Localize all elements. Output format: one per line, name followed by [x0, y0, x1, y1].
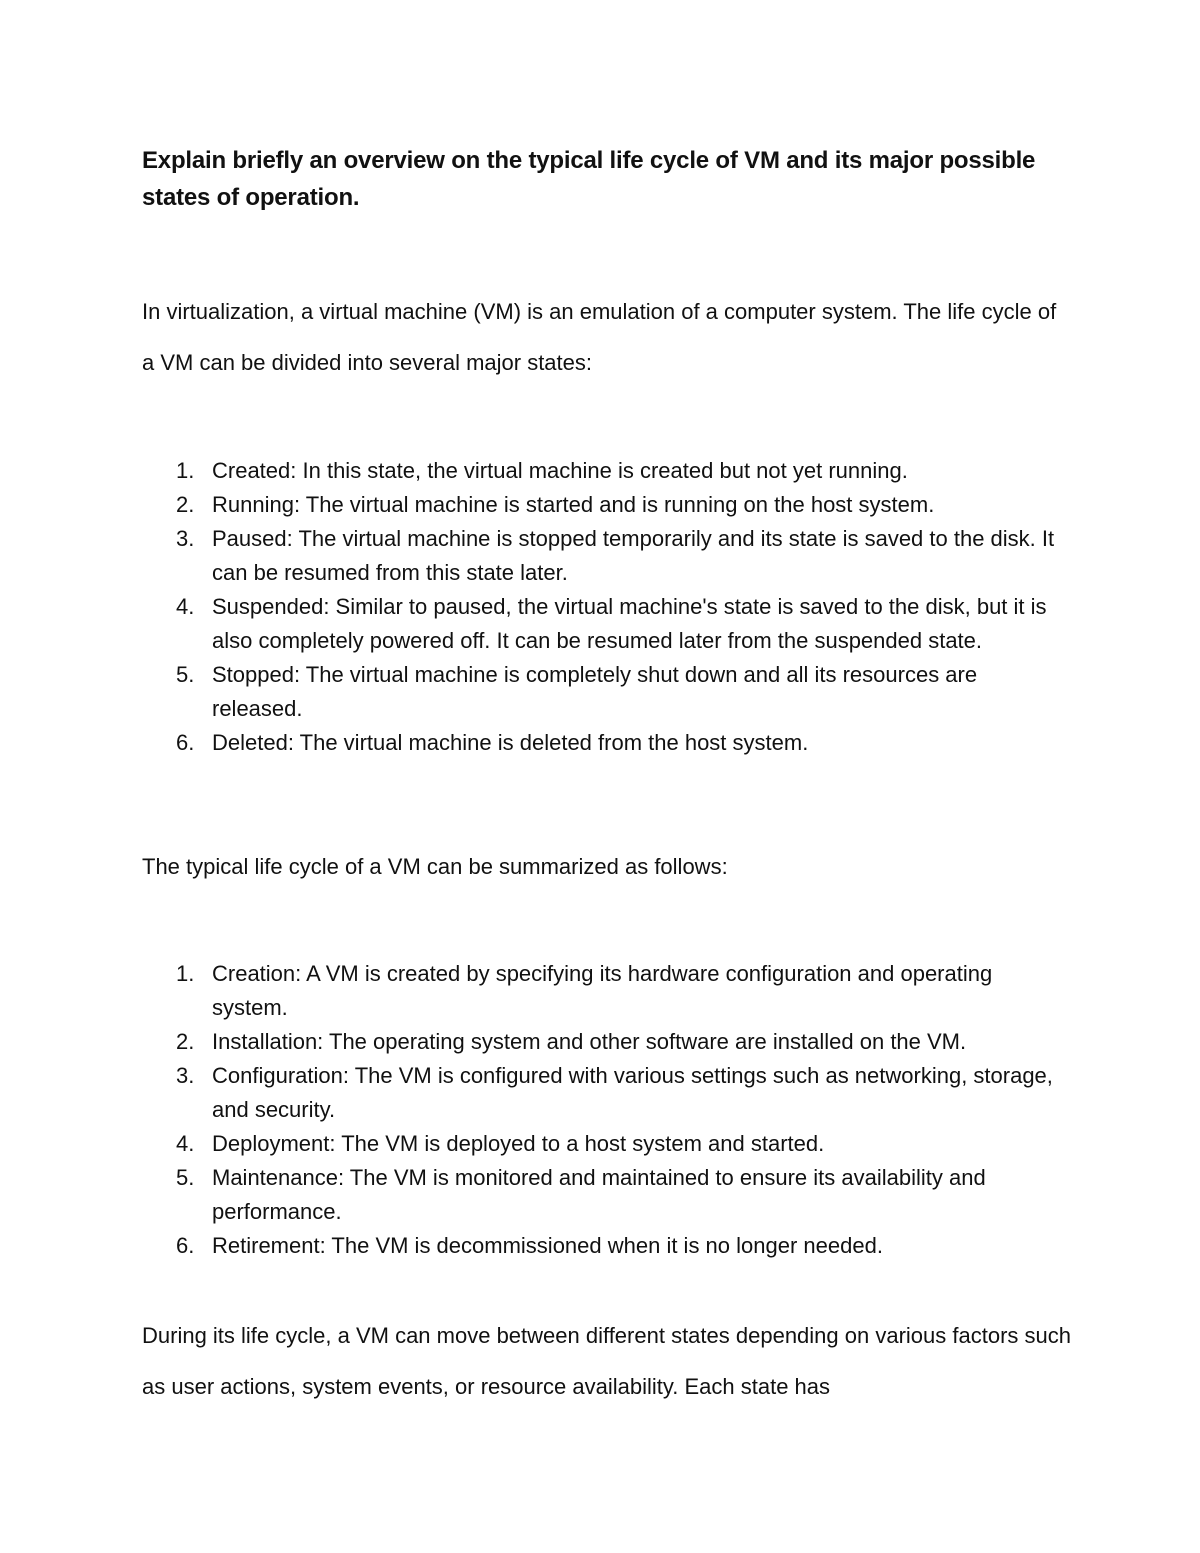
list-item-text: Running: The virtual machine is started and is running on the host system.: [212, 492, 935, 517]
list-number: 1.: [176, 458, 195, 483]
list-item-text: Created: In this state, the virtual machine is created but not yet running.: [212, 458, 908, 483]
list-item: [142, 658, 1072, 726]
list-number: 5.: [176, 1165, 195, 1190]
lifecycle-list: [142, 957, 1072, 1263]
list-item: [142, 1229, 1072, 1263]
list-item: [142, 454, 1072, 488]
list-item: [142, 1059, 1072, 1127]
intro-paragraph: In virtualization, a virtual machine (VM) is an emulation of a computer system. The life cycle of a VM can be divided into several major states:: [142, 299, 1057, 375]
list-item-text: Configuration: The VM is configured with various settings such as networking, storage, and security.: [212, 1063, 1053, 1122]
list-item-text: Stopped: The virtual machine is completely shut down and all its resources are released.: [212, 662, 978, 721]
list-number: 6.: [176, 1233, 195, 1258]
list-number: 5.: [176, 662, 195, 687]
list-item-text: Paused: The virtual machine is stopped temporarily and its state is saved to the disk. It can be resumed from this state later.: [212, 526, 1055, 585]
list-number: 2.: [176, 492, 195, 517]
list-number: 3.: [176, 526, 195, 551]
list-item-text: Deployment: The VM is deployed to a host system and started.: [212, 1131, 825, 1156]
list-item-text: Retirement: The VM is decommissioned when it is no longer needed.: [212, 1233, 883, 1258]
states-list: [142, 454, 1072, 760]
list-item: [142, 957, 1072, 1025]
list-number: 6.: [176, 730, 195, 755]
list-item-text: Installation: The operating system and other software are installed on the VM.: [212, 1029, 967, 1054]
list-item-text: Suspended: Similar to paused, the virtual machine's state is saved to the disk, but it is also completely powered off. It can be resumed later from the suspended state.: [212, 594, 1047, 653]
list-item-text: Maintenance: The VM is monitored and maintained to ensure its availability and performance.: [212, 1165, 986, 1224]
list-number: 3.: [176, 1063, 195, 1088]
list-item: [142, 726, 1072, 760]
list-item-text: Creation: A VM is created by specifying its hardware configuration and operating system.: [212, 961, 993, 1020]
list-item: [142, 1161, 1072, 1229]
closing-paragraph: During its life cycle, a VM can move between different states depending on various factors such as user actions, system events, or resource availability. Each state has: [142, 1323, 1071, 1399]
list-item: [142, 488, 1072, 522]
question-heading: Explain briefly an overview on the typical life cycle of VM and its major possible states of operation.: [142, 147, 1036, 211]
list-item-text: Deleted: The virtual machine is deleted from the host system.: [212, 730, 809, 755]
list-number: 4.: [176, 1131, 195, 1156]
list-item: [142, 1127, 1072, 1161]
list-item: [142, 1025, 1072, 1059]
list-number: 4.: [176, 594, 195, 619]
list-number: 2.: [176, 1029, 195, 1054]
list-item: [142, 522, 1072, 590]
summary-intro-paragraph: The typical life cycle of a VM can be summarized as follows:: [142, 854, 728, 879]
list-item: [142, 590, 1072, 658]
list-number: 1.: [176, 961, 195, 986]
